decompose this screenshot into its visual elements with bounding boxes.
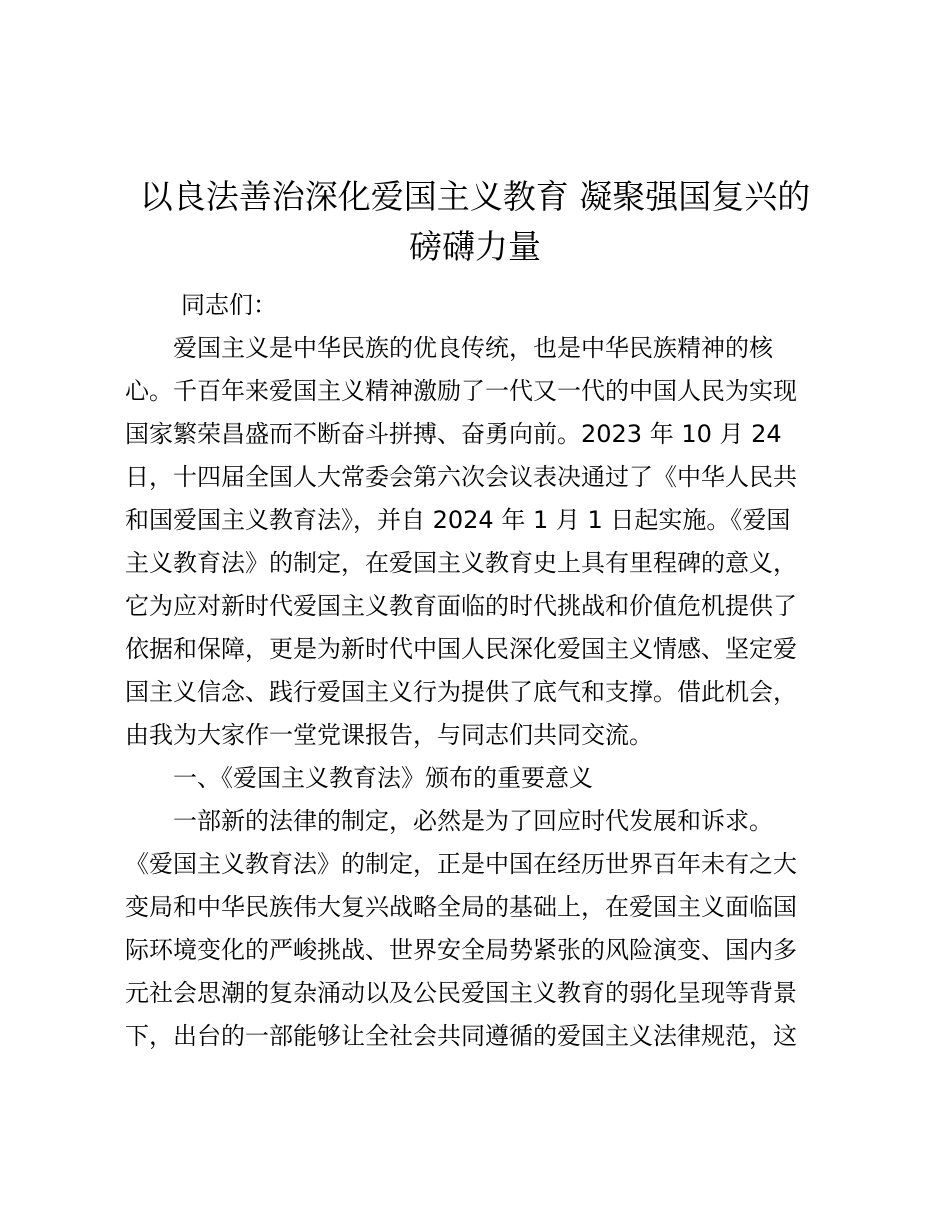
paragraph-line: 由我为大家作一堂党课报告，与同志们共同交流。 [125,721,653,749]
paragraph-line: 心。千百年来爱国主义精神激励了一代又一代的中国人民为实现 [125,377,797,405]
paragraph-line: 它为应对新时代爱国主义教育面临的时代挑战和价值危机提供了 [125,592,797,620]
paragraph-line: 《爱国主义教育法》的制定，正是中国在经历世界百年未有之大 [125,850,797,878]
paragraph-line: 依据和保障，更是为新时代中国人民深化爱国主义情感、坚定爱 [125,635,797,663]
title-line: 以良法善治深化爱国主义教育 凝聚强国复兴的 [139,177,811,216]
section-heading: 一、《爱国主义教育法》颁布的重要意义 [173,764,593,792]
intro-paragraph [125,327,825,757]
document-body [125,284,825,1058]
section-paragraph [125,800,825,1058]
paragraph-line: 元社会思潮的复杂涌动以及公民爱国主义教育的弱化呈现等背景 [125,979,797,1007]
paragraph-line: 爱国主义是中华民族的优良传统，也是中华民族精神的核 [173,334,773,362]
paragraph-line: 变局和中华民族伟大复兴战略全局的基础上，在爱国主义面临国 [125,893,797,921]
paragraph-line: 际环境变化的严峻挑战、世界安全局势紧张的风险演变、国内多 [125,936,797,964]
paragraph-line: 一部新的法律的制定，必然是为了回应时代发展和诉求。 [173,807,773,835]
paragraph-line: 和国爱国主义教育法》，并自 2024 年 1 月 1 日起实施。《爱国 [125,506,791,534]
document-title [115,172,835,272]
paragraph-line: 下，出台的一部能够让全社会共同遵循的爱国主义法律规范，这 [125,1022,797,1050]
salutation: 同志们： [181,291,277,319]
paragraph-line: 日，十四届全国人大常委会第六次会议表决通过了《中华人民共 [125,463,797,491]
paragraph-line: 国主义信念、践行爱国主义行为提供了底气和支撑。借此机会， [125,678,797,706]
paragraph-line: 主义教育法》的制定，在爱国主义教育史上具有里程碑的意义， [125,549,797,577]
paragraph-line: 国家繁荣昌盛而不断奋斗拼搏、奋勇向前。2023 年 10 月 24 [125,420,782,448]
title-line: 磅礴力量 [409,227,541,266]
